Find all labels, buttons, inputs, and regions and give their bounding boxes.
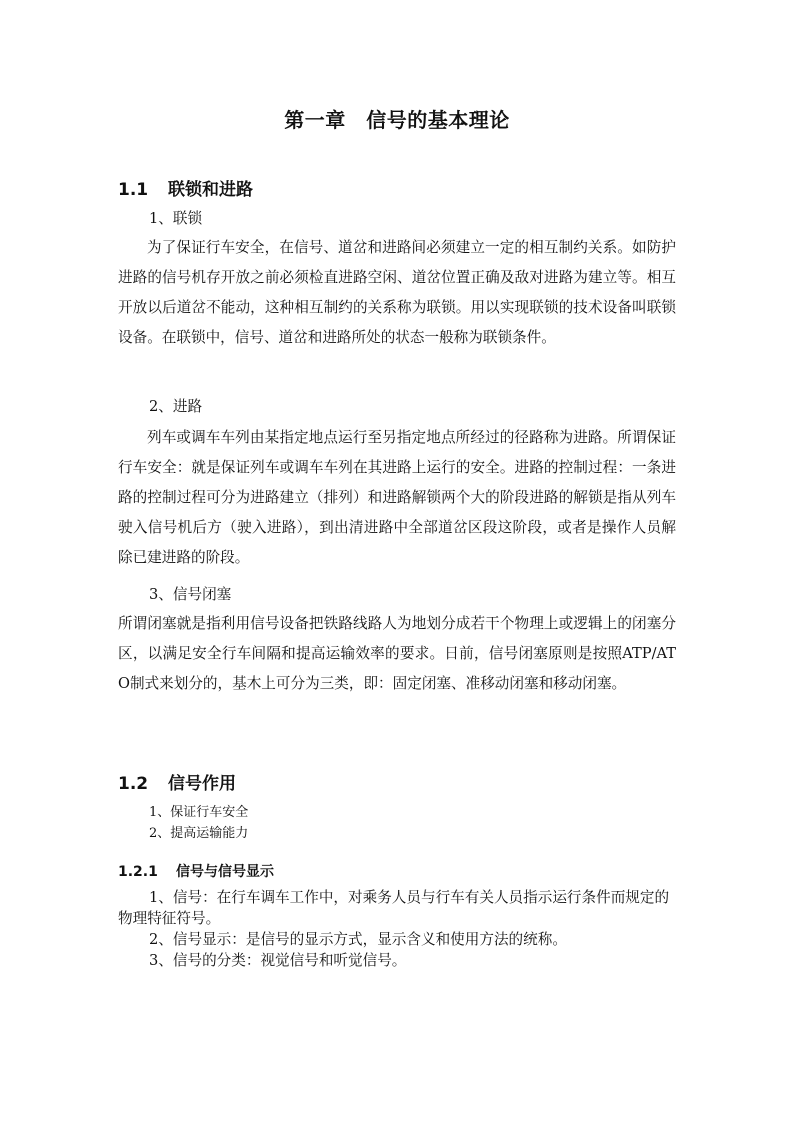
item-heading-block: 3、信号闭塞	[149, 586, 232, 603]
section-heading-1-1	[118, 175, 253, 200]
list-item: 2、提高运输能力	[149, 826, 249, 841]
paragraph-route: 列车或调车车列由某指定地点运行至另指定地点所经过的径路称为进路。所谓保证行车安全：就是保证列车或调车车列在其进路上运行的安全。进路的控制过程：一条进路的控制过程可分为进路建立（排列）和进路解锁两个大的阶段进路的解锁是指从列车驶入信号机后方（驶入进路），到出清进路中全部道岔区段这阶段，或者是操作人员解除已建进路的阶段。	[118, 429, 676, 566]
paragraph-interlocking: 为了保证行车安全，在信号、道岔和进路间必须建立一定的相互制约关系。如防护进路的信号机存开放之前必须检直进路空闲、道岔位置正确及敌对进路为建立等。相互开放以后道岔不能动，这种相互制约的关系称为联锁。用以实现联锁的技术设备叫联锁设备。在联锁中，信号、道岔和进路所处的状态一般称为联锁条件。	[118, 239, 676, 346]
section-number: 1.2	[118, 774, 149, 794]
signal-definition-line: 3、信号的分类：视觉信号和听觉信号。	[149, 952, 407, 969]
chapter-title: 第一章 信号的基本理论	[284, 108, 510, 132]
signal-definition-line: 2、信号显示：是信号的显示方式，显示含义和使用方法的统称。	[149, 931, 567, 948]
subsection-number: 1.2.1	[118, 864, 158, 880]
list-item: 1、保证行车安全	[149, 805, 249, 820]
signal-definition-line: 1、信号：在行车调车工作中，对乘务人员与行车有关人员指示运行条件而规定的物理特征符号。	[118, 889, 670, 927]
subsection-heading-1-2-1	[118, 861, 274, 881]
section-title: 联锁和进路	[168, 180, 253, 200]
section-title: 信号作用	[168, 774, 236, 794]
item-heading-route: 2、进路	[149, 398, 203, 415]
paragraph-block: 所谓闭塞就是指利用信号设备把铁路线路人为地划分成若干个物理上或逻辑上的闭塞分区，以满足安全行车间隔和提高运输效率的要求。日前，信号闭塞原则是按照ATP/ATO制式来划分的，基木上可分为三类，即：固定闭塞、准移动闭塞和移动闭塞。	[118, 615, 676, 692]
section-number: 1.1	[118, 180, 149, 200]
section-heading-1-2	[118, 769, 236, 794]
subsection-title: 信号与信号显示	[176, 864, 274, 880]
signal-definitions	[118, 887, 676, 971]
item-heading-interlocking: 1、联锁	[149, 210, 203, 227]
